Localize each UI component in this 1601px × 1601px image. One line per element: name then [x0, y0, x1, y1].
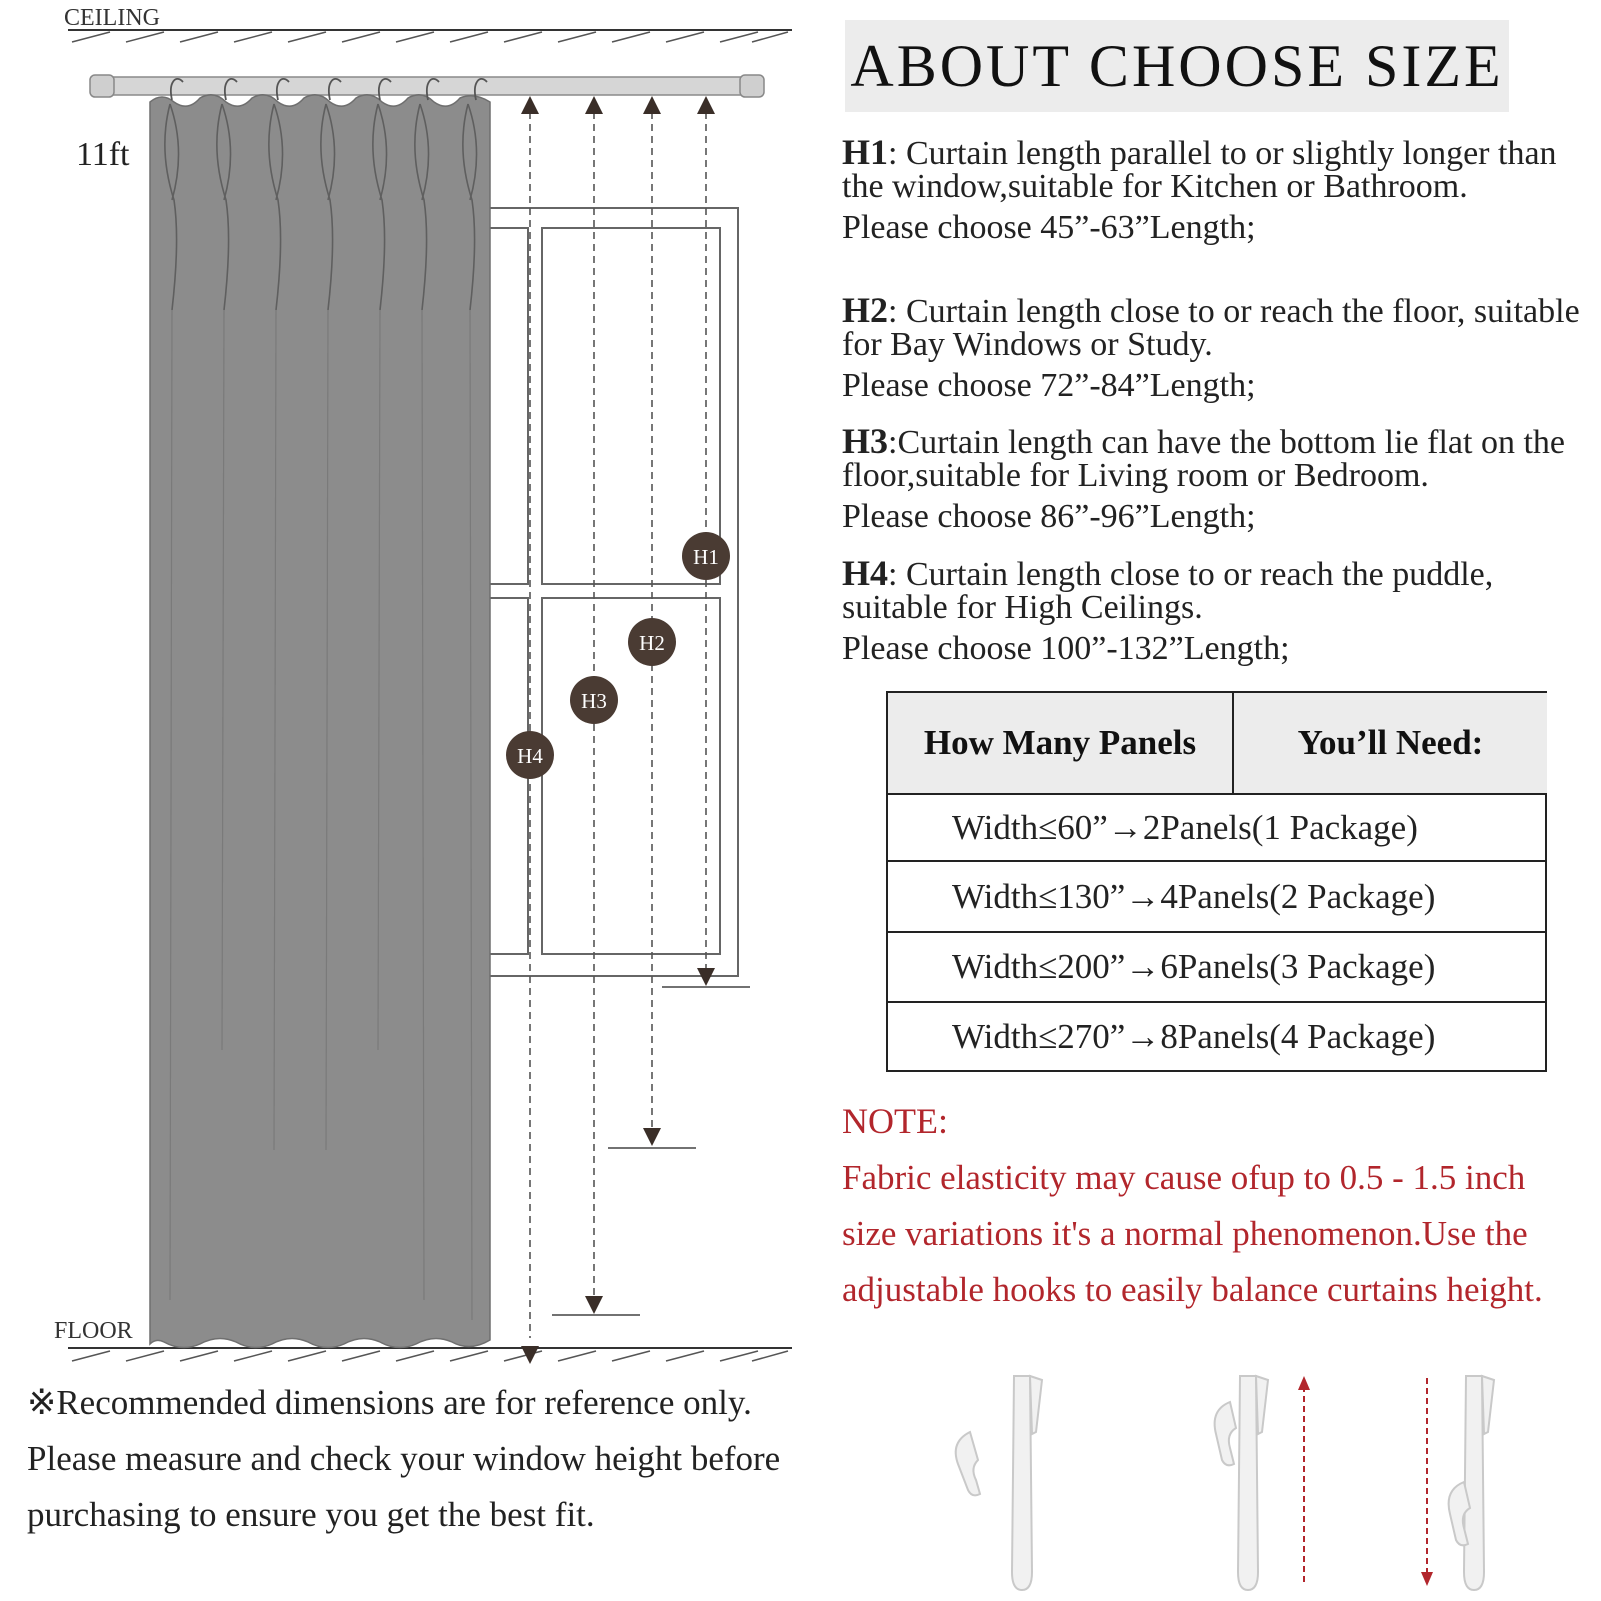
table-row: Width≤270”→8Panels(4 Package)	[888, 1001, 1545, 1070]
floor-hatch	[72, 1351, 788, 1361]
window	[488, 208, 738, 976]
h4-description	[842, 553, 1597, 626]
h3-choose: Please choose 86”-96”Length;	[842, 498, 1256, 535]
h4-desc-text: : Curtain length close to or reach the puddle, suitable for High Ceilings.	[842, 556, 1494, 626]
hook-1	[956, 1376, 1042, 1590]
page-title: ABOUT CHOOSE SIZE	[850, 32, 1504, 99]
h3-description	[842, 421, 1597, 494]
panels-table-header-right: You’ll Need:	[1234, 693, 1547, 793]
h1-key: H1	[842, 132, 889, 172]
h1-description	[842, 132, 1597, 205]
h4-block	[842, 553, 1597, 668]
note-text: Fabric elasticity may cause ofup to 0.5 - 1.5 inch size variations it's a normal phenomenon.Use the adjustable hooks to easily balance curtains height.	[842, 1158, 1543, 1309]
height-label: 11ft	[76, 136, 130, 173]
h2-block	[842, 290, 1597, 405]
page-title-box	[845, 20, 1509, 112]
measure-lines	[530, 112, 706, 1338]
ceiling-label: CEILING	[64, 5, 160, 31]
ceiling-hatch	[72, 32, 788, 42]
curtain-diagram	[0, 0, 800, 1380]
marker-h2	[628, 618, 676, 666]
table-row: Width≤60”→2Panels(1 Package)	[888, 793, 1545, 860]
marker-h2-label: H2	[639, 631, 665, 655]
h3-block	[842, 421, 1597, 536]
h4-choose: Please choose 100”-132”Length;	[842, 630, 1290, 667]
marker-h4	[506, 731, 554, 779]
rod-end-right	[740, 75, 764, 97]
adjust-up-arrow	[1298, 1376, 1310, 1582]
h1-block	[842, 132, 1597, 247]
marker-h1	[682, 532, 730, 580]
panels-table	[886, 691, 1547, 1072]
curtain-panel	[150, 95, 490, 1348]
hook-illustration	[940, 1372, 1520, 1597]
disclaimer-text: ※Recommended dimensions are for reference only. Please measure and check your window height before purchasing to ensure you get the best fit.	[27, 1383, 781, 1534]
marker-h1-label: H1	[693, 545, 719, 569]
adjust-down-arrow	[1421, 1378, 1433, 1586]
panels-table-header-left: How Many Panels	[888, 693, 1234, 793]
note-title: NOTE:	[842, 1101, 948, 1141]
marker-h3	[570, 676, 618, 724]
marker-h3-label: H3	[581, 689, 607, 713]
h4-key: H4	[842, 553, 889, 593]
h2-description	[842, 290, 1597, 363]
hook-2	[1215, 1376, 1268, 1590]
h1-desc-text: : Curtain length parallel to or slightly longer than the window,suitable for Kitchen or Bathroom.	[842, 135, 1557, 205]
floor-label: FLOOR	[54, 1318, 133, 1344]
hook-3	[1449, 1376, 1494, 1590]
table-row: Width≤200”→6Panels(3 Package)	[888, 931, 1545, 1001]
h2-choose: Please choose 72”-84”Length;	[842, 367, 1256, 404]
h3-key: H3	[842, 421, 889, 461]
marker-h4-label: H4	[517, 744, 543, 768]
h2-key: H2	[842, 290, 889, 330]
h3-desc-text: :Curtain length can have the bottom lie flat on the floor,suitable for Living room or Bedroom.	[842, 424, 1565, 494]
h1-choose: Please choose 45”-63”Length;	[842, 209, 1256, 246]
arrow-heads	[521, 96, 715, 1364]
rod-end-left	[90, 75, 114, 97]
table-row: Width≤130”→4Panels(2 Package)	[888, 860, 1545, 931]
h2-desc-text: : Curtain length close to or reach the floor, suitable for Bay Windows or Study.	[842, 293, 1580, 363]
